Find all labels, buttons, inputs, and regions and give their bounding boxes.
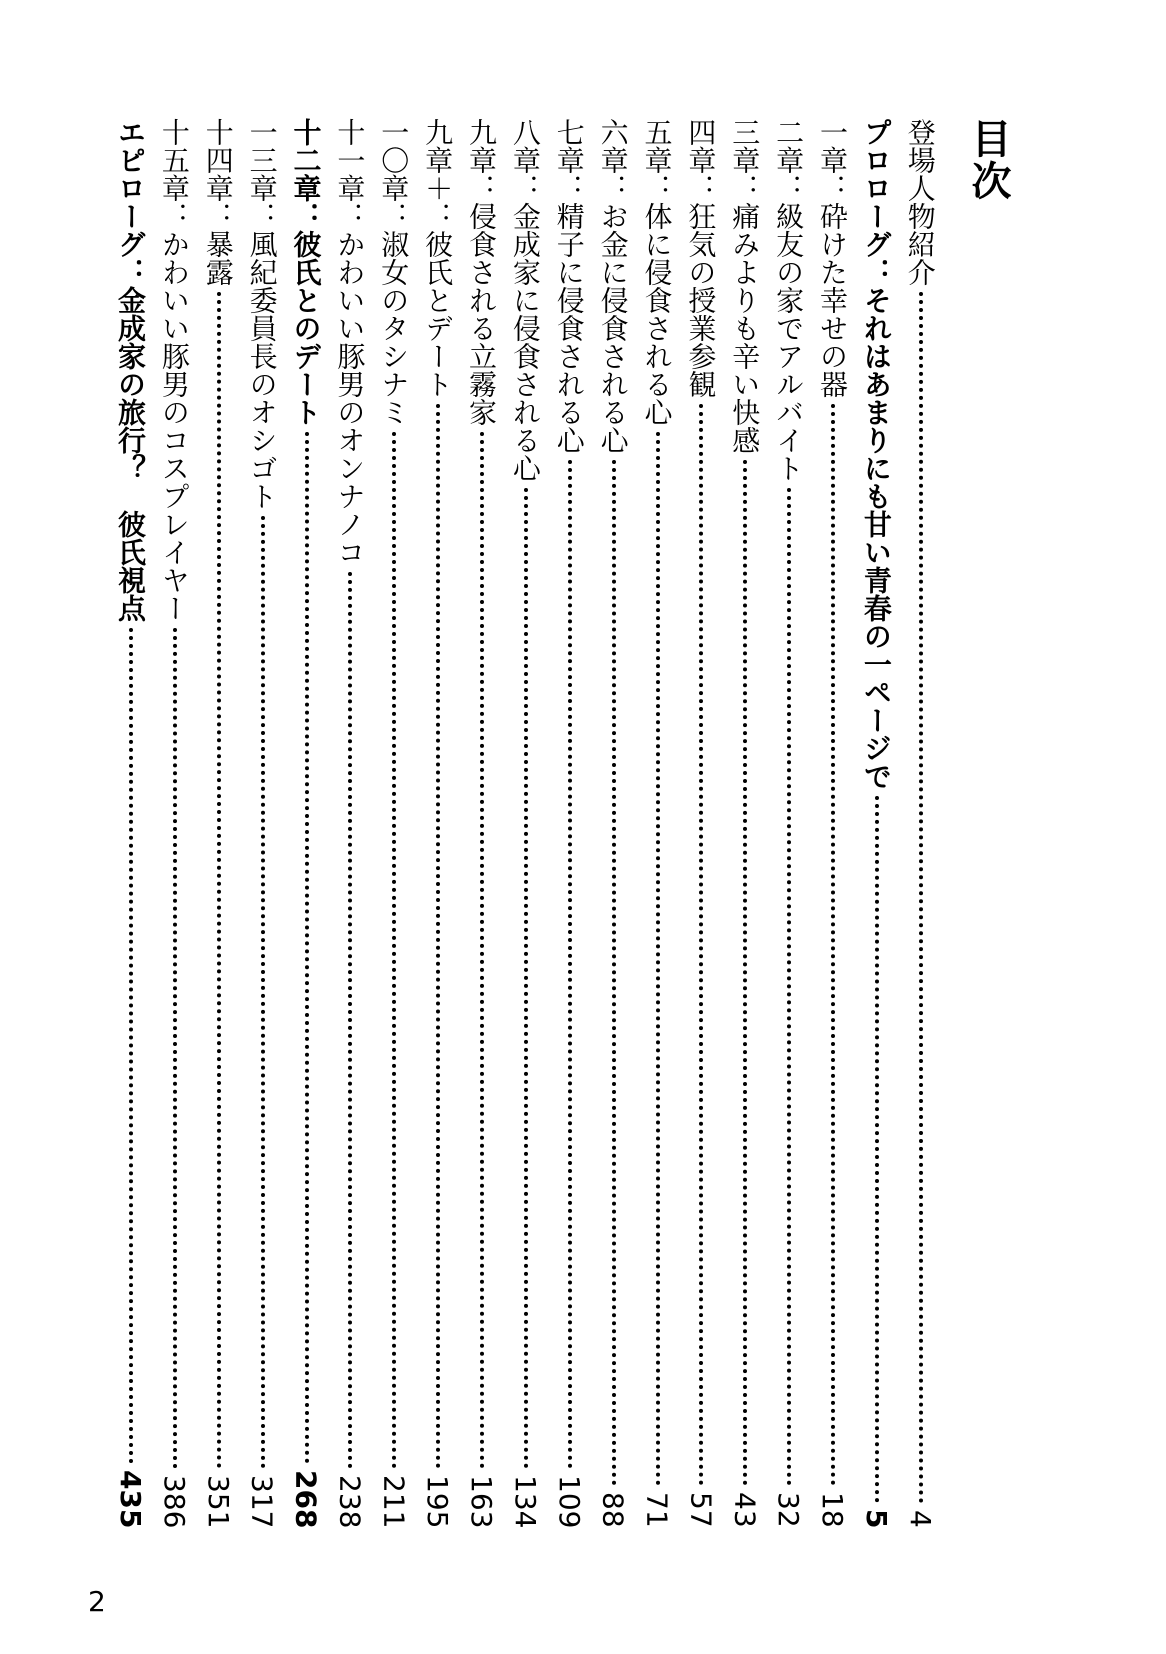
- toc-entry-page: 109: [552, 1474, 586, 1528]
- dot-leader: [831, 404, 835, 1486]
- toc-entry: [198, 118, 238, 1528]
- dot-leader: [173, 628, 177, 1469]
- toc-entry-page: 435: [114, 1469, 147, 1528]
- toc-list: [110, 118, 940, 1528]
- dot-leader: [524, 488, 528, 1469]
- toc-entry: [329, 118, 369, 1528]
- toc-entry: [286, 118, 326, 1528]
- toc-entry: [373, 118, 413, 1528]
- toc-entry-label: 一三章：風紀委員長のオシゴト: [245, 118, 279, 510]
- toc-entry-page: 71: [640, 1492, 674, 1528]
- toc-entry: [154, 118, 194, 1528]
- toc-entry-label: 十二章：彼氏とのデート: [289, 118, 323, 426]
- toc-entry: [680, 118, 720, 1528]
- toc-entry-page: 32: [772, 1492, 806, 1528]
- toc-entry: [593, 118, 633, 1528]
- toc-entry-page: 351: [201, 1474, 235, 1528]
- toc-entry-page: 163: [465, 1474, 498, 1528]
- dot-leader: [699, 404, 703, 1486]
- toc-entry: [724, 118, 764, 1528]
- page-number: 2: [88, 1585, 106, 1618]
- toc-entry: [637, 118, 677, 1528]
- toc-entry-label: 九章＋：彼氏とデート: [421, 118, 455, 398]
- dot-leader: [919, 292, 923, 1504]
- toc-entry: [768, 118, 808, 1528]
- toc-entry-page: 88: [596, 1492, 630, 1528]
- toc-entry-label: 一〇章：淑女のタシナミ: [377, 118, 411, 426]
- dot-leader: [348, 572, 352, 1469]
- toc-entry-label: 一章：砕けた幸せの器: [816, 118, 849, 398]
- toc-title: 目次: [965, 118, 1011, 202]
- toc-entry-page: 5: [859, 1508, 893, 1528]
- dot-leader: [743, 460, 747, 1486]
- dot-leader: [656, 432, 660, 1486]
- toc-entry-label: 八章：金成家に侵食される心: [508, 118, 542, 482]
- toc-entry-page: 134: [508, 1474, 542, 1528]
- dot-leader: [305, 432, 309, 1464]
- toc-entry: [417, 118, 457, 1528]
- toc-entry-label: 四章：狂気の授業参観: [684, 118, 718, 398]
- toc-entry-label: 七章：精子に侵食される心: [552, 118, 586, 454]
- toc-entry-page: 43: [728, 1492, 762, 1528]
- toc-entry-label: 十五章：かわいい豚男のコスプレイヤー: [157, 118, 191, 622]
- toc-entry-label: エピローグ：金成家の旅行？ 彼氏視点: [114, 118, 147, 622]
- dot-leader: [875, 796, 879, 1503]
- toc-entry-page: 211: [377, 1474, 411, 1528]
- dot-leader: [261, 516, 265, 1469]
- toc-entry: [900, 118, 940, 1528]
- toc-entry: [110, 118, 150, 1528]
- toc-entry-label: 九章：侵食される立霧家: [465, 118, 498, 426]
- dot-leader: [436, 404, 440, 1469]
- dot-leader: [392, 432, 396, 1469]
- toc-entry: [812, 118, 852, 1528]
- toc-entry-label: 三章：痛みよりも辛い快感: [728, 118, 762, 454]
- toc-entry: [549, 118, 589, 1528]
- toc-entry-page: 4: [903, 1510, 937, 1528]
- toc-entry-label: 十四章：暴露: [201, 118, 235, 286]
- toc-entry: [461, 118, 501, 1528]
- toc-entry-page: 317: [245, 1474, 279, 1528]
- toc-entry-page: 195: [421, 1474, 455, 1528]
- toc-entry: [242, 118, 282, 1528]
- toc-entry: [856, 118, 896, 1528]
- toc-entry-page: 268: [289, 1469, 323, 1528]
- toc-entry-label: 六章：お金に侵食される心: [596, 118, 630, 454]
- dot-leader: [129, 628, 133, 1464]
- toc-entry-page: 386: [157, 1474, 191, 1528]
- toc-entry-label: プロローグ：それはあまりにも甘い青春の一ページで: [859, 118, 893, 790]
- dot-leader: [568, 460, 572, 1469]
- toc-entry-label: 十一章：かわいい豚男のオンナノコ: [333, 118, 367, 566]
- dot-leader: [612, 460, 616, 1486]
- toc-entry-label: 二章：級友の家でアルバイト: [772, 118, 806, 482]
- toc-entry-page: 57: [684, 1492, 718, 1528]
- toc-entry-page: 238: [333, 1474, 367, 1528]
- toc-entry: [505, 118, 545, 1528]
- toc-entry-label: 五章：体に侵食される心: [640, 118, 674, 426]
- dot-leader: [787, 488, 791, 1486]
- toc-entry-label: 登場人物紹介: [903, 118, 937, 286]
- toc-entry-page: 18: [816, 1492, 849, 1528]
- dot-leader: [217, 292, 221, 1469]
- dot-leader: [480, 432, 484, 1469]
